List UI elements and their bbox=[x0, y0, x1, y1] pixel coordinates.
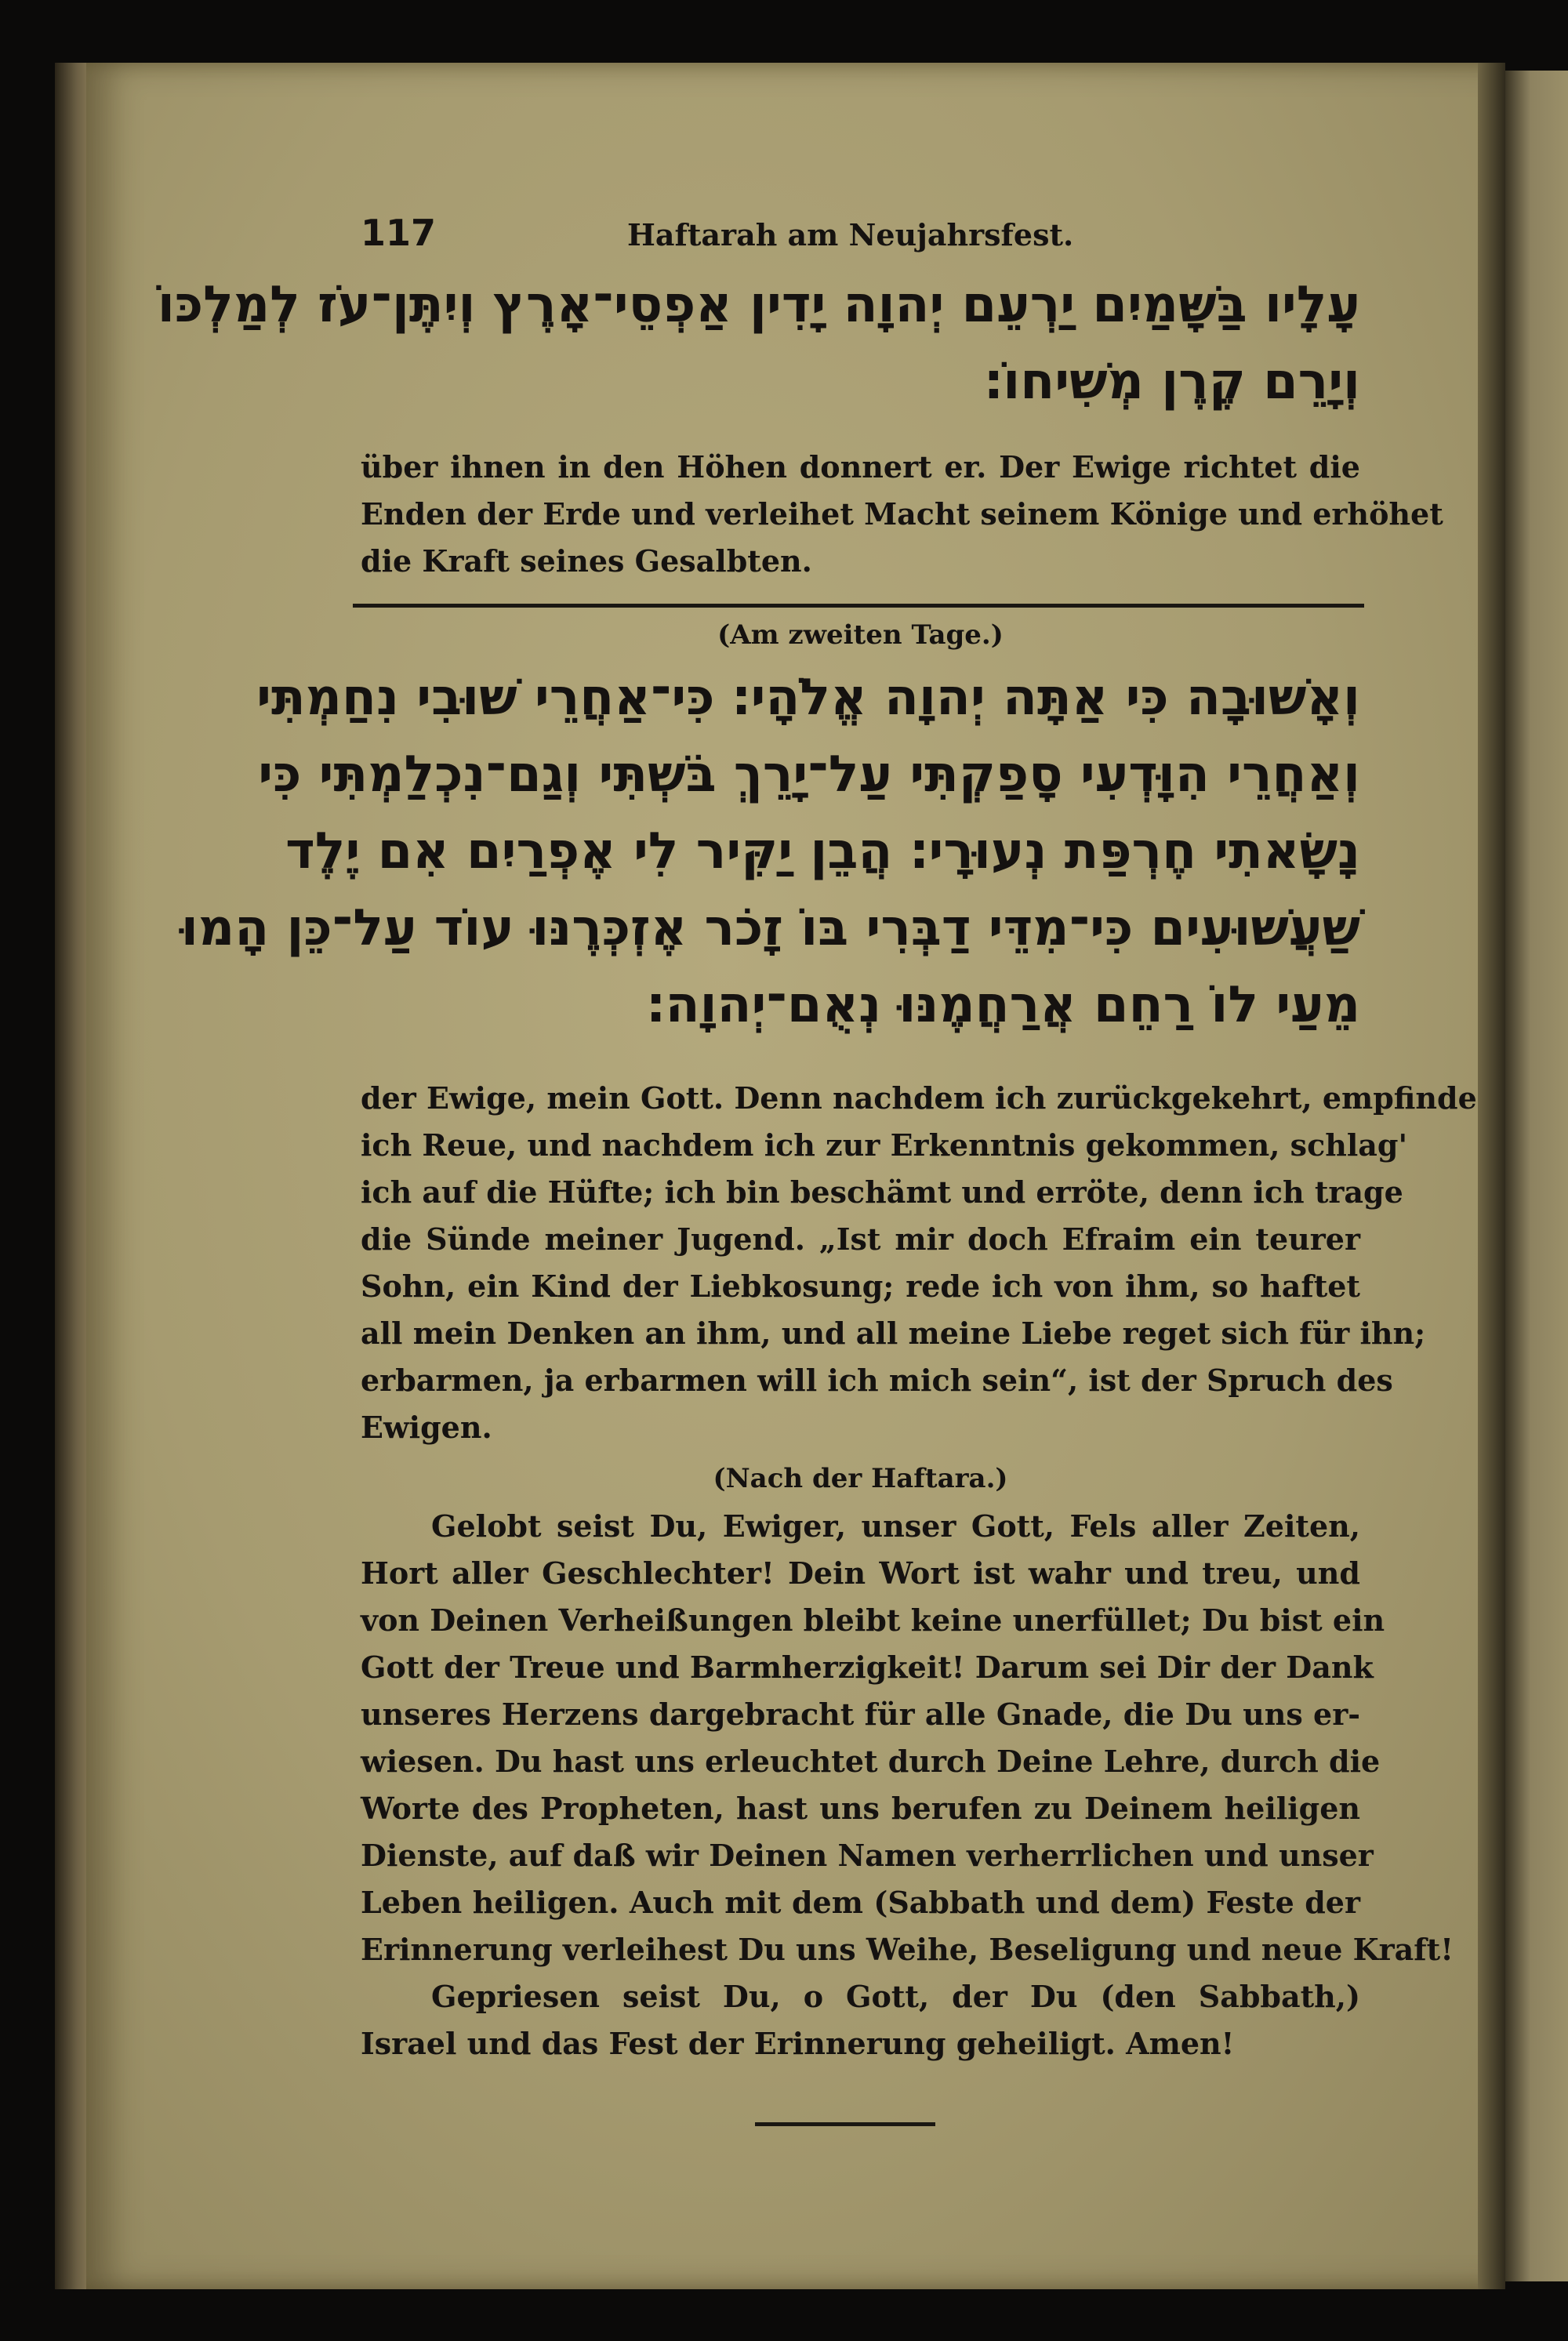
german-line: Erinnerung verleihest Du uns Weihe, Beseligung und neue Kraft! bbox=[361, 1932, 1454, 1967]
german-line: Worte des Propheten, hast uns berufen zu Deinem heiligen bbox=[361, 1791, 1360, 1826]
german-line: Dienste, auf daß wir Deinen Namen verherrlichen und unser bbox=[361, 1838, 1374, 1873]
german-line: erbarmen, ja erbarmen will ich mich sein“, ist der Spruch des bbox=[361, 1363, 1393, 1398]
end-rule bbox=[755, 2122, 935, 2126]
hebrew-verse-block-1 bbox=[157, 267, 1360, 420]
german-line: Gott der Treue und Barmherzigkeit! Darum sei Dir der Dank bbox=[361, 1650, 1374, 1685]
prayer-block bbox=[361, 1503, 1454, 2067]
section-divider bbox=[353, 604, 1364, 608]
second-day-heading: (Am zweiten Tage.) bbox=[717, 619, 1004, 651]
page-content bbox=[157, 212, 1477, 2126]
german-line: wiesen. Du hast uns erleuchtet durch Deine Lehre, durch die bbox=[361, 1744, 1381, 1779]
german-line: Enden der Erde und verleihet Macht seinem Könige und erhöhet bbox=[361, 496, 1443, 532]
hebrew-line: שַׁעֲשׁוּעִים כִּי־מִדֵּי דַבְּרִי בּוֹ זָכֹר אֶזְכְּרֶנּוּ עוֹד עַל־כֵּן הָמוּ bbox=[180, 899, 1360, 957]
german-line: Hort aller Geschlechter! Dein Wort ist wahr und treu, und bbox=[361, 1555, 1360, 1591]
page-number: 117 bbox=[361, 212, 437, 254]
hebrew-line: עָלָיו בַּשָּׁמַיִם יַרְעֵם יְהוָה יָדִין אַפְסֵי־אָרֶץ וְיִתֶּן־עֹז לְמַלְכּוֹ bbox=[157, 276, 1360, 334]
page-gutter bbox=[1478, 63, 1505, 2289]
hebrew-line: נָשָׂאתִי חֶרְפַּת נְעוּרָי׃ הֲבֵן יַקִּיר לִי אֶפְרַיִם אִם יֶלֶד bbox=[285, 822, 1360, 880]
german-line: über ihnen in den Höhen donnert er. Der Ewige richtet die bbox=[361, 449, 1360, 485]
german-line: Israel und das Fest der Erinnerung geheiligt. Amen! bbox=[361, 2026, 1235, 2061]
hebrew-line: וְאַחֲרֵי הִוָּדְעִי סָפַקְתִּי עַל־יָרֵךְ בֹּשְׁתִּי וְגַם־נִכְלַמְתִּי כִּי bbox=[258, 746, 1360, 804]
german-line: Gepriesen seist Du, o Gott, der Du (den Sabbath,) bbox=[431, 1979, 1360, 2014]
german-line: der Ewige, mein Gott. Denn nachdem ich zurückgekehrt, empfinde bbox=[361, 1080, 1477, 1116]
german-line: unseres Herzens dargebracht für alle Gnade, die Du uns er- bbox=[361, 1697, 1360, 1732]
german-line: ich Reue, und nachdem ich zur Erkenntnis gekommen, schlag' bbox=[361, 1127, 1408, 1163]
german-translation-block-1 bbox=[361, 444, 1443, 585]
german-line: Sohn, ein Kind der Liebkosung; rede ich von ihm, so haftet bbox=[361, 1268, 1360, 1304]
running-title: Haftarah am Neujahrsfest. bbox=[627, 217, 1074, 252]
german-line: die Sünde meiner Jugend. „Ist mir doch Efraim ein teurer bbox=[361, 1221, 1360, 1257]
german-line: Gelobt seist Du, Ewiger, unser Gott, Fels aller Zeiten, bbox=[431, 1508, 1360, 1544]
german-line: Leben heiligen. Auch mit dem (Sabbath und dem) Feste der bbox=[361, 1885, 1360, 1920]
german-line: all mein Denken an ihm, und all meine Liebe reget sich für ihn; bbox=[361, 1316, 1426, 1351]
hebrew-line: וְאָשׁוּבָה כִּי אַתָּה יְהוָה אֱלֹהָי׃ כִּי־אַחֲרֵי שׁוּבִי נִחַמְתִּי bbox=[256, 669, 1360, 727]
facing-page-edge bbox=[1505, 71, 1568, 2281]
hebrew-line: מֵעַי לוֹ רַחֵם אֲרַחֲמֶנּוּ נְאֻם־יְהוָה׃ bbox=[646, 976, 1360, 1034]
hebrew-line: וְיָרֵם קֶרֶן מְשִׁיחוֹ׃ bbox=[984, 353, 1360, 411]
hebrew-verse-block-2 bbox=[180, 659, 1360, 1043]
after-haftara-heading: (Nach der Haftara.) bbox=[713, 1463, 1008, 1494]
german-line: ich auf die Hüfte; ich bin beschämt und erröte, denn ich trage bbox=[361, 1174, 1403, 1210]
german-line: die Kraft seines Gesalbten. bbox=[361, 543, 812, 579]
german-translation-block-2 bbox=[361, 1075, 1477, 1451]
german-line: von Deinen Verheißungen bleibt keine unerfüllet; Du bist ein bbox=[361, 1602, 1385, 1638]
german-line: Ewigen. bbox=[361, 1410, 492, 1445]
page-header bbox=[361, 212, 1360, 267]
